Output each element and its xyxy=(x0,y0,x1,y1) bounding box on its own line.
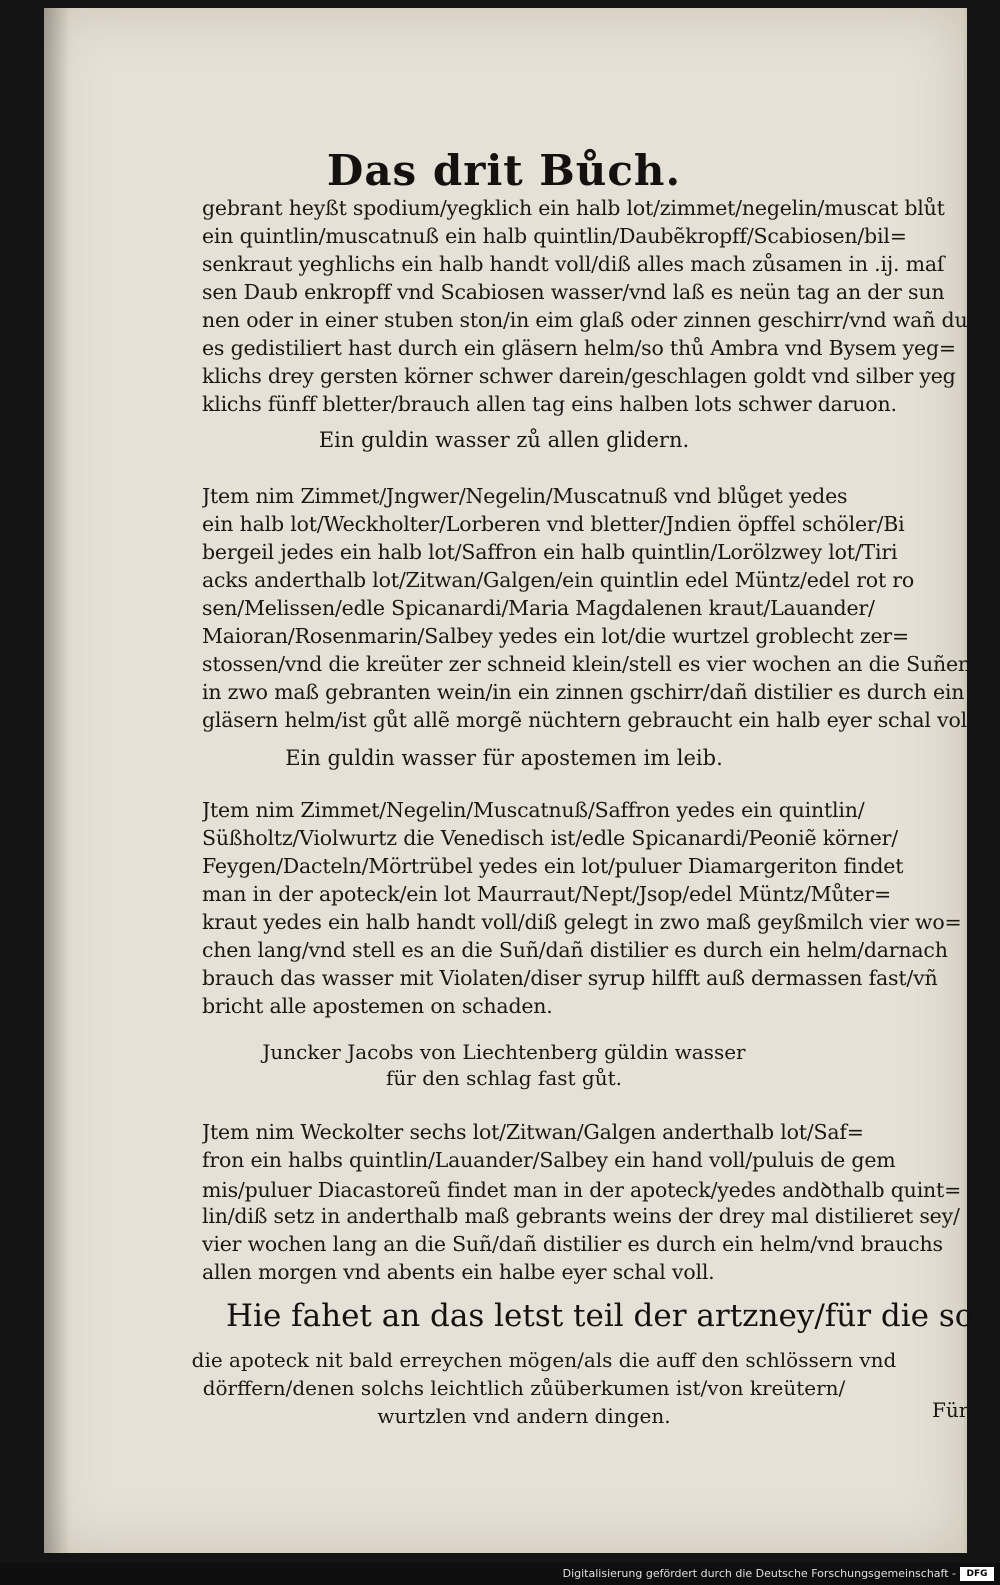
body-line: allen morgen vnd abents ein halbe eyer schal voll. xyxy=(202,1260,715,1284)
part-heading-line: dörffern/denen solchs leichtlich zůüberkumen ist/von kreütern/ xyxy=(202,1376,846,1400)
body-line: es gedistiliert hast durch ein gläsern helm/so thů Ambra vnd Bysem yeg= xyxy=(202,336,956,360)
body-line: brauch das wasser mit Violaten/diser syrup hilfft auß dermassen fast/vñ xyxy=(202,966,938,990)
part-heading-line: die apoteck nit bald erreychen mögen/als die auff den schlössern vnd xyxy=(191,1348,897,1372)
body-line: ein halb lot/Weckholter/Lorberen vnd bletter/Jndien öpffel schöler/Bi xyxy=(202,512,905,536)
body-line: bricht alle apostemen on schaden. xyxy=(202,994,553,1018)
body-line: sen/Melissen/edle Spicanardi/Maria Magdalenen kraut/Lauander/ xyxy=(202,596,875,620)
body-line: nen oder in einer stuben ston/in eim glaß oder zinnen geschirr/vnd wañ du xyxy=(202,308,968,332)
body-line: kraut yedes ein halb handt voll/diß gelegt in zwo maß geyßmilch vier wo= xyxy=(202,910,962,934)
body-line: Maioran/Rosenmarin/Salbey yedes ein lot/die wurtzel groblecht zer= xyxy=(202,624,909,648)
body-line: gläsern helm/ist gůt allẽ morgẽ nüchtern gebraucht ein halb eyer schal vol xyxy=(202,708,967,732)
footer-bar xyxy=(0,1563,1000,1585)
body-line: man in der apoteck/ein lot Maurraut/Nept/Jsop/edel Müntz/Můter= xyxy=(202,882,891,906)
body-line: bergeil jedes ein halb lot/Saffron ein halb quintlin/Lorölzwey lot/Tiri xyxy=(202,540,898,564)
footer-credit: Digitalisierung gefördert durch die Deutsche Forschungsgemeinschaft - xyxy=(562,1567,956,1580)
catchword: Für xyxy=(932,1398,969,1422)
body-line: Jtem nim Zimmet/Jngwer/Negelin/Muscatnuß vnd blůget yedes xyxy=(202,484,848,508)
part-heading: Hie fahet an das letst teil der artzney/für die so xyxy=(226,1298,974,1334)
body-line: ein quintlin/muscatnuß ein halb quintlin/Daubẽkropff/Scabiosen/bil= xyxy=(202,224,907,248)
page-gutter-shadow xyxy=(44,8,70,1553)
body-line: Jtem nim Weckolter sechs lot/Zitwan/Galgen anderthalb lot/Saf= xyxy=(202,1120,864,1144)
section-heading: Juncker Jacobs von Liechtenberg güldin wasser xyxy=(262,1040,746,1064)
body-line: fron ein halbs quintlin/Lauander/Salbey ein hand voll/puluis de gem xyxy=(202,1148,896,1172)
section-heading: Ein guldin wasser zů allen glidern. xyxy=(318,428,690,452)
body-line: klichs drey gersten körner schwer darein/geschlagen goldt vnd silber yeg xyxy=(202,364,956,388)
section-heading: Ein guldin wasser für apostemen im leib. xyxy=(285,746,723,770)
body-line: gebrant heyßt spodium/yegklich ein halb lot/zimmet/negelin/muscat blůt xyxy=(202,196,945,220)
body-line: vier wochen lang an die Suñ/dañ distilier es durch ein helm/vnd brauchs xyxy=(202,1232,943,1256)
page-header: Das drit Bůch. xyxy=(326,146,682,195)
body-line: in zwo maß gebranten wein/in ein zinnen gschirr/dañ distilier es durch ein xyxy=(202,680,965,704)
body-line: lin/diß setz in anderthalb maß gebrants weins der drey mal distilieret sey/ xyxy=(202,1204,960,1228)
section-heading: für den schlag fast gůt. xyxy=(386,1066,622,1090)
body-line: mis/puluer Diacastoreũ findet man in der apoteck/yedes andꝺthalb quint= xyxy=(202,1178,962,1202)
book-page xyxy=(44,8,974,1553)
body-line: stossen/vnd die kreüter zer schneid klein/stell es vier wochen an die Suñen xyxy=(202,652,971,676)
body-line: Süßholtz/Violwurtz die Venedisch ist/edle Spicanardi/Peoniẽ körner/ xyxy=(202,826,898,850)
body-line: acks anderthalb lot/Zitwan/Galgen/ein quintlin edel Müntz/edel rot ro xyxy=(202,568,915,592)
body-line: sen Daub enkropff vnd Scabiosen wasser/vnd laß es neün tag an der sun xyxy=(202,280,945,304)
body-line: Jtem nim Zimmet/Negelin/Muscatnuß/Saffron yedes ein quintlin/ xyxy=(202,798,865,822)
part-heading-line: wurtzlen vnd andern dingen. xyxy=(377,1404,671,1428)
body-line: klichs fünff bletter/brauch allen tag eins halben lots schwer daruon. xyxy=(202,392,897,416)
body-line: senkraut yeghlichs ein halb handt voll/diß alles mach zůsamen in .ij. maſ xyxy=(202,252,945,276)
body-line: chen lang/vnd stell es an die Suñ/dañ distilier es durch ein helm/darnach xyxy=(202,938,948,962)
dfg-logo-icon: DFG xyxy=(960,1567,994,1581)
body-line: Feygen/Dacteln/Mörtrübel yedes ein lot/puluer Diamargeriton findet xyxy=(202,854,904,878)
